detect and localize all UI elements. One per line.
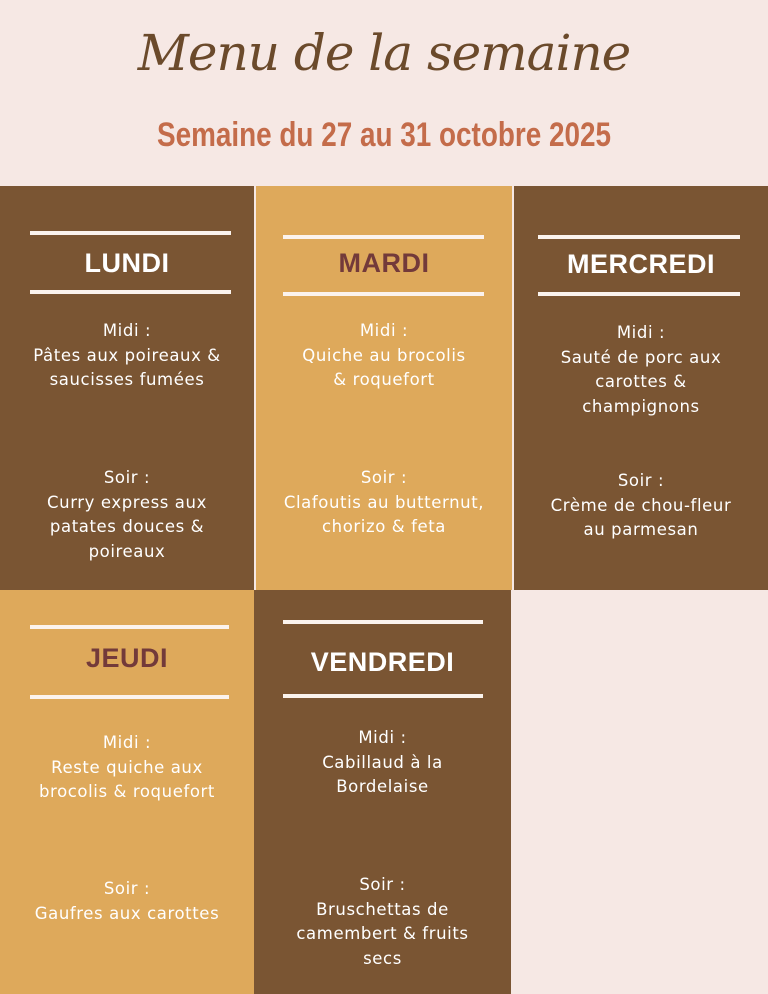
lunch-label: Midi : [616,323,666,342]
day-title: JEUDI [85,643,169,673]
day-card-jeudi [0,590,254,994]
lunch-dish-line: & roquefort [333,370,435,389]
day-title: LUNDI [84,248,170,278]
lunch-block [4,731,250,805]
day-title: MERCREDI [566,249,715,279]
lunch-label: Midi : [102,321,152,340]
lunch-dish-line: saucisses fumées [49,370,205,389]
lunch-label: Midi : [102,733,152,752]
lunch-block [258,726,507,800]
day-title: MARDI [338,248,430,278]
dinner-block [260,466,508,540]
dinner-dish-line: camembert & fruits [296,924,469,943]
lunch-dish-line: Bordelaise [336,777,429,796]
dinner-block [518,469,764,543]
dinner-dish-line: Gaufres aux carottes [34,903,220,923]
divider-top [283,235,484,239]
dinner-dish-line: Bruschettas de [316,899,449,919]
lunch-block [260,319,508,393]
dinner-label: Soir : [103,468,151,487]
lunch-dish-line: Reste quiche aux [51,757,203,777]
dinner-dish-line: Clafoutis au butternut, [283,492,485,512]
lunch-dish-line: champignons [582,396,700,416]
divider-bottom [30,290,231,294]
dinner-label: Soir : [103,879,151,898]
day-card-mercredi [514,186,768,590]
divider-top [30,625,229,629]
divider-bottom [30,695,229,699]
divider-top [538,235,740,239]
dinner-dish-line: secs [363,948,402,968]
lunch-dish-line: Pâtes aux poireaux & [33,345,221,365]
lunch-dish-line: Sauté de porc aux [560,347,722,367]
lunch-label: Midi : [359,321,409,340]
dinner-label: Soir : [360,468,408,487]
day-card-lundi [0,186,254,590]
dinner-label: Soir : [617,471,665,490]
divider-bottom [538,292,740,296]
lunch-block [4,319,250,393]
day-card-mardi [256,186,512,590]
lunch-dish-line: Quiche au brocolis [302,345,466,365]
lunch-label: Midi : [358,728,407,747]
dinner-dish-line: patates douces & [49,517,205,536]
dinner-dish-line: Curry express aux [47,492,207,512]
page-title: Menu de la semaine [137,24,631,82]
day-card-vendredi [254,590,511,994]
dinner-dish-line: au parmesan [583,520,699,539]
dinner-block [4,877,250,926]
dinner-label: Soir : [359,875,406,894]
dinner-dish-line: poireaux [88,541,166,561]
dinner-dish-line: chorizo & feta [321,517,447,536]
lunch-block [518,321,764,419]
dinner-block [4,466,250,564]
divider-bottom [283,694,483,698]
lunch-dish-line: Cabillaud à la [322,752,443,772]
divider-top [283,620,483,624]
divider-top [30,231,231,235]
dinner-block [258,873,507,971]
dinner-dish-line: Crème de chou-fleur [550,495,732,515]
week-subtitle: Semaine du 27 au 31 octobre 2025 [156,116,612,154]
day-title: VENDREDI [310,647,455,677]
lunch-dish-line: brocolis & roquefort [38,782,216,801]
divider-bottom [283,292,484,296]
lunch-dish-line: carottes & [595,372,687,391]
